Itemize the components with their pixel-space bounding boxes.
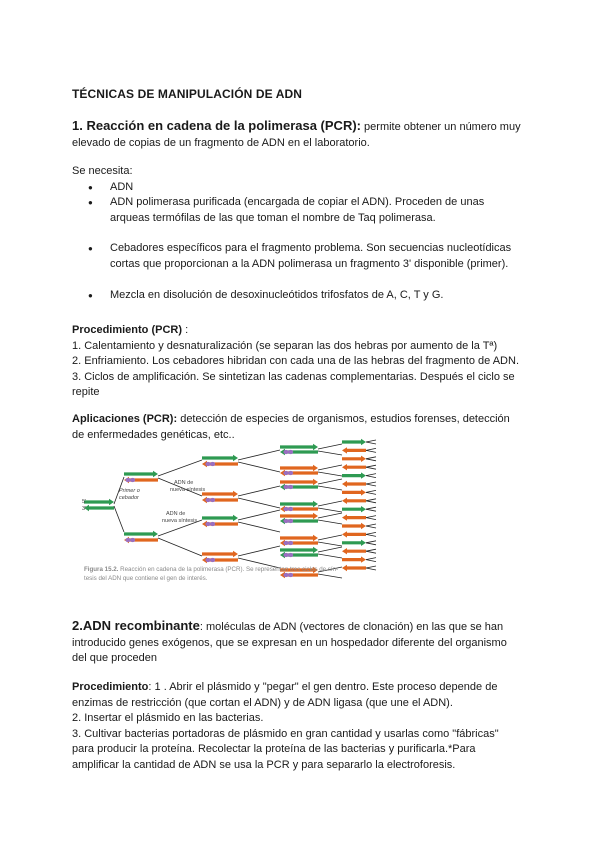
strand-orange (342, 531, 366, 537)
branch-line (366, 457, 376, 459)
label-adn-nueva-1b: nueva síntesis (170, 487, 206, 493)
strand-orange (202, 491, 238, 497)
branch-line (366, 448, 376, 450)
strand-green (84, 499, 114, 505)
branch-line (318, 444, 342, 449)
strand-orange (280, 535, 318, 541)
branch-line (318, 520, 342, 524)
label-cebador: cebador (119, 495, 139, 501)
branch-line (366, 499, 376, 501)
branch-line (238, 486, 280, 496)
primer-dot (288, 553, 293, 557)
strand-green (280, 444, 318, 450)
branch-line (318, 451, 342, 455)
primer-dot (205, 462, 210, 466)
primer-dot (210, 462, 215, 466)
branch-line (366, 501, 376, 503)
figure-caption: Figura 15.2. Reacción en cadena de la polimerasa (PCR). Se representan tres ciclos de sín- tesis del ADN que contiene el gen de interés. (84, 566, 339, 582)
branch-line (366, 551, 376, 553)
branch-line (366, 560, 376, 562)
pcr-intro (72, 118, 532, 151)
branch-line (366, 476, 376, 478)
strand-orange (342, 498, 366, 504)
primer-dot (288, 519, 293, 523)
branch-line (366, 482, 376, 484)
primer-dot (210, 498, 215, 502)
branch-line (366, 558, 376, 560)
list-item: ● ADN (72, 180, 532, 196)
recomb-heading: 2.ADN recombinante (72, 618, 200, 633)
strand-orange (342, 523, 366, 529)
label-3prime: 3' (82, 506, 87, 512)
strand-orange (342, 489, 366, 495)
branch-line (366, 524, 376, 526)
page-title: TÉCNICAS DE MANIPULACIÓN DE ADN (72, 87, 302, 101)
strand-orange (280, 479, 318, 485)
branch-line (238, 498, 280, 508)
branch-line (366, 450, 376, 452)
branch-line (318, 547, 342, 552)
branch-line (366, 484, 376, 486)
label-adn-nueva-1a: ADN de (174, 480, 194, 486)
branch-line (366, 440, 376, 442)
primer-dot (205, 558, 210, 562)
strand-green (342, 506, 366, 512)
pcr-strands (84, 439, 376, 578)
branch-line (366, 543, 376, 545)
pcr-heading: 1. Reacción en cadena de la polimerasa (PCR): (72, 118, 361, 133)
branch-line (366, 507, 376, 509)
branch-line (318, 472, 342, 476)
branch-line (366, 526, 376, 528)
primer-dot (288, 485, 293, 489)
branch-line (114, 506, 124, 532)
branch-line (158, 538, 202, 556)
branch-line (318, 501, 342, 506)
primer-dot (205, 522, 210, 526)
branch-line (318, 479, 342, 484)
recomb-procedure: Procedimiento: 1 . Abrir el plásmido y "pegar" el gen dentro. Este proceso depende de enzimas de restricción (que cortan el ADN) y de ADN ligasa (que une el ADN). 2. Insertar el plásmido en las bacterias. 3. Cultivar bacterias portadoras de plásmido en gran cantidad y usarlas como "fábricas" para producir la proteína. Recolectar la proteína de las bacterias y purificarla.*Para amplificar la cantidad de ADN se usa la PCR y para separarlo la electroforesis. (72, 681, 499, 771)
strand-green (280, 547, 318, 553)
primer-dot (205, 498, 210, 502)
strand-green (342, 540, 366, 546)
list-item: ● ADN polimerasa purificada (encargada de copiar el ADN). Proceden de unas arqueas termófilas de las que toman el nombre de Taq polimerasa. (72, 195, 532, 226)
apps-label: Aplicaciones (PCR): (72, 413, 178, 425)
primer-dot (283, 541, 288, 545)
list-item: ● Mezcla en disolución de desoxinucleótidos trifosfatos de A, C, T y G. (72, 288, 532, 304)
proc-step: 3. Ciclos de amplificación. Se sintetizan las cadenas complementarias. Después el ciclo se (72, 370, 515, 383)
strand-orange (342, 514, 366, 520)
primer-dot (130, 538, 135, 542)
strand-green (124, 471, 158, 477)
branch-line (238, 510, 280, 520)
branch-line (318, 554, 342, 558)
branch-line (238, 462, 280, 472)
list-item: ● Cebadores específicos para el fragmento problema. Son secuencias nucleotídicas cortas que proporcionan a la ADN polimerasa un fragmento 3' disponible (primer). (72, 241, 532, 272)
branch-line (366, 534, 376, 536)
label-adn-nueva-2b: nueva síntesis (162, 518, 198, 524)
branch-line (366, 490, 376, 492)
primer-dot (210, 558, 215, 562)
strand-orange (342, 456, 366, 462)
branch-line (366, 467, 376, 469)
pcr-intro-line2: elevado de copias de un fragmento de ADN en el laboratorio. (72, 136, 370, 149)
proc-step: 2. Enfriamiento. Los cebadores hibridan con cada una de las hebras del fragmento de ADN. (72, 355, 519, 368)
branch-line (366, 442, 376, 444)
strand-green (280, 501, 318, 507)
primer-dot (288, 450, 293, 454)
strand-green (342, 439, 366, 445)
se-necesita: Se necesita: (72, 165, 133, 177)
branch-line (318, 486, 342, 490)
recomb-proc-label: Procedimiento (72, 681, 149, 693)
pcr-procedure: Procedimiento (PCR) : 1. Calentamiento y desnaturalización (se separan las dos hebras por aumento de la Tª) 2. Enfriamiento. Los cebadores hibridan con cada una de las hebras del fragmento de ADN. 3. Ciclos de amplificación. Se sintetizan las cadenas complementarias. Después el ciclo se repite (72, 323, 532, 401)
branch-line (366, 541, 376, 543)
pcr-needs (72, 164, 532, 303)
primer-dot (283, 519, 288, 523)
pcr-intro-line1: permite obtener un número muy (361, 121, 521, 133)
label-adn-nueva-2a: ADN de (166, 511, 186, 517)
branch-line (238, 450, 280, 460)
strand-orange (342, 556, 366, 562)
strand-green (202, 515, 238, 521)
strand-green (124, 531, 158, 537)
recomb-intro: 2.ADN recombinante: moléculas de ADN (vectores de clonación) en las que se han introducido genes exógenos, que se expresan en un hospedador diferente del organismo del que proceden (72, 618, 507, 665)
branch-line (366, 518, 376, 520)
needs-list (72, 180, 532, 304)
branch-line (366, 532, 376, 534)
primer-dot (210, 522, 215, 526)
branch-line (318, 542, 342, 546)
strand-green (342, 472, 366, 478)
primer-dot (288, 541, 293, 545)
proc-step: 1. Calentamiento y desnaturalización (se separan las dos hebras por aumento de la Tª) (72, 339, 498, 352)
branch-line (318, 513, 342, 518)
primer-dot (283, 507, 288, 511)
primer-dot (130, 478, 135, 482)
strand-green (84, 505, 114, 511)
branch-line (318, 508, 342, 512)
strand-orange (342, 464, 366, 470)
strand-green (202, 455, 238, 461)
primer-dot (283, 450, 288, 454)
branch-line (366, 459, 376, 461)
primer-dot (283, 471, 288, 475)
proc-step: repite (72, 386, 100, 399)
branch-line (366, 509, 376, 511)
branch-line (366, 465, 376, 467)
branch-line (366, 474, 376, 476)
strand-orange (342, 447, 366, 453)
primer-dot (288, 471, 293, 475)
branch-line (238, 546, 280, 556)
proc-label: Procedimiento (PCR) (72, 324, 183, 336)
primer-dot (283, 553, 288, 557)
primer-dot (288, 507, 293, 511)
label-5prime: 5' (82, 499, 87, 505)
branch-line (366, 516, 376, 518)
pcr-applications: Aplicaciones (PCR): detección de especies de organismos, estudios forenses, detección de enfermedades genéticas, etc.. (72, 413, 510, 441)
branch-line (318, 465, 342, 470)
branch-line (318, 535, 342, 540)
primer-dot (283, 485, 288, 489)
strand-orange (280, 465, 318, 471)
branch-line (366, 492, 376, 494)
strand-orange (280, 513, 318, 519)
branch-line (158, 460, 202, 476)
primer-dot (125, 478, 130, 482)
branch-line (238, 522, 280, 532)
strand-orange (342, 548, 366, 554)
primer-dot (125, 538, 130, 542)
strand-orange (202, 551, 238, 557)
strand-orange (342, 481, 366, 487)
branch-line (366, 549, 376, 551)
label-primer: Primer o (119, 488, 140, 494)
